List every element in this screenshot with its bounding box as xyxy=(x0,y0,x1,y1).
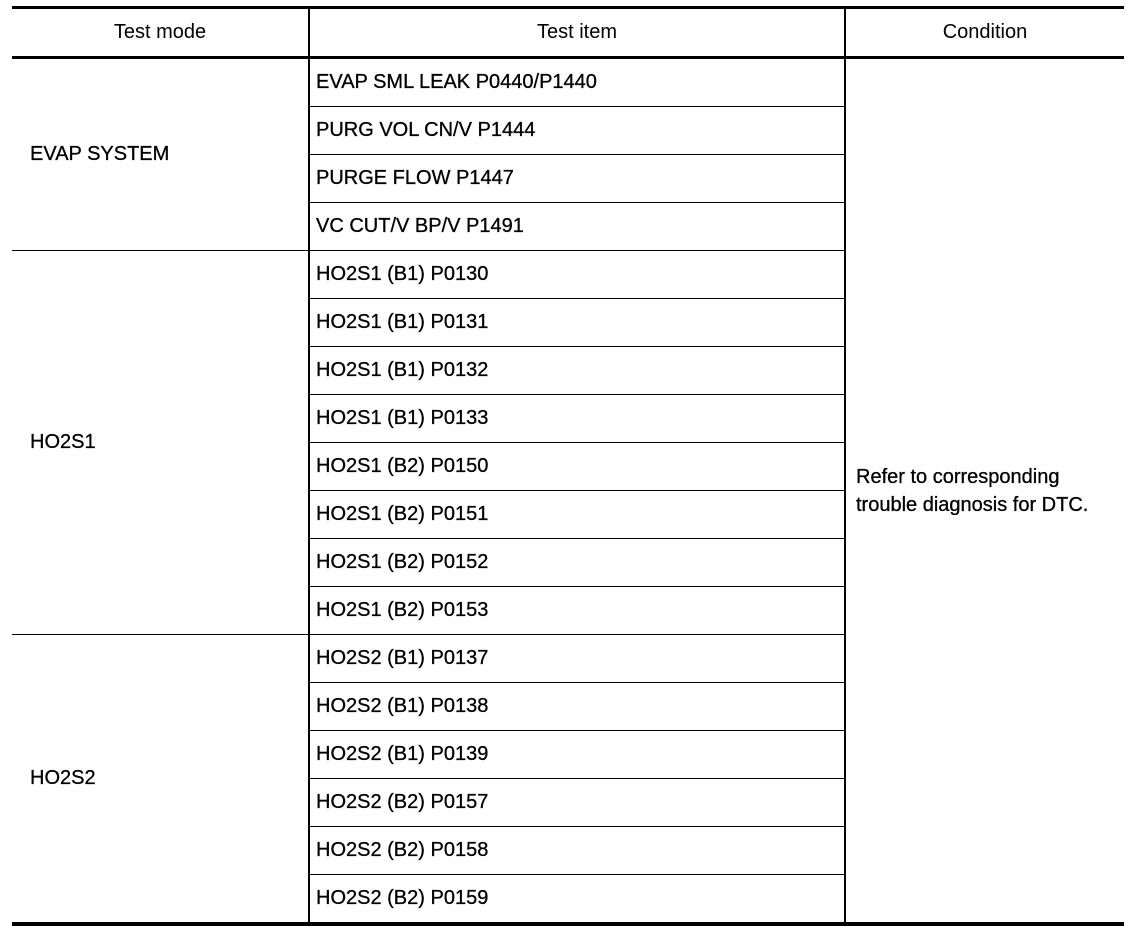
test-item-cell: HO2S2 (B1) P0139 xyxy=(309,731,845,779)
table-header-row xyxy=(12,8,1124,58)
header-test-item: Test item xyxy=(309,8,845,58)
test-item-cell: HO2S1 (B1) P0130 xyxy=(309,251,845,299)
table-row xyxy=(12,58,1124,107)
test-item-cell: HO2S1 (B1) P0133 xyxy=(309,395,845,443)
test-item-cell: EVAP SML LEAK P0440/P1440 xyxy=(309,58,845,107)
test-item-cell: HO2S1 (B2) P0150 xyxy=(309,443,845,491)
test-item-cell: HO2S1 (B2) P0153 xyxy=(309,587,845,635)
header-test-mode: Test mode xyxy=(12,8,309,58)
test-item-cell: HO2S2 (B1) P0137 xyxy=(309,635,845,683)
test-item-cell: VC CUT/V BP/V P1491 xyxy=(309,203,845,251)
test-item-cell: HO2S1 (B1) P0132 xyxy=(309,347,845,395)
test-item-cell: PURG VOL CN/V P1444 xyxy=(309,107,845,155)
test-mode-cell: EVAP SYSTEM xyxy=(12,58,309,251)
test-item-cell: HO2S2 (B2) P0158 xyxy=(309,827,845,875)
test-item-cell: HO2S2 (B2) P0159 xyxy=(309,875,845,925)
test-item-cell: HO2S1 (B1) P0131 xyxy=(309,299,845,347)
condition-cell: Refer to corresponding trouble diagnosis for DTC. xyxy=(856,465,1089,516)
test-mode-cell: HO2S2 xyxy=(30,767,96,789)
test-item-cell: HO2S1 (B2) P0151 xyxy=(309,491,845,539)
test-item-cell: HO2S2 (B2) P0157 xyxy=(309,779,845,827)
test-mode-cell: HO2S1 xyxy=(12,251,309,635)
test-item-cell: HO2S1 (B2) P0152 xyxy=(309,539,845,587)
test-item-cell: HO2S2 (B1) P0138 xyxy=(309,683,845,731)
test-item-cell: PURGE FLOW P1447 xyxy=(309,155,845,203)
test-mode-table xyxy=(12,6,1124,926)
header-condition: Condition xyxy=(845,8,1124,58)
